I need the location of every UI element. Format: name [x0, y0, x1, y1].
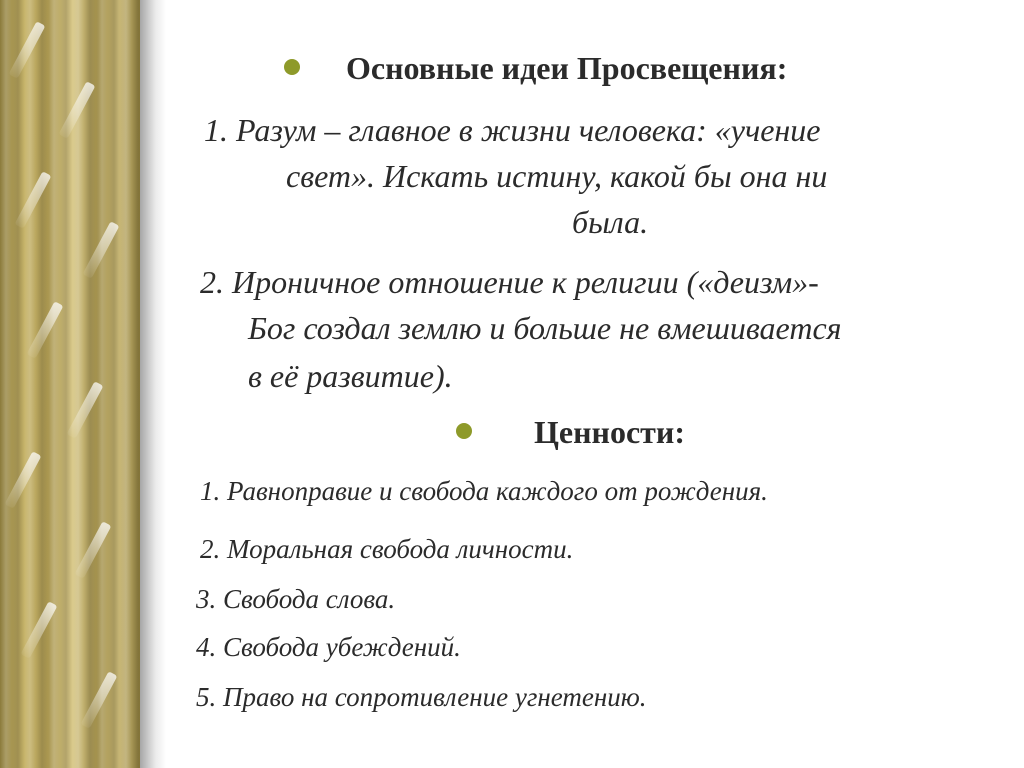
idea-1-line-1: 1. Разум – главное в жизни человека: «учение [204, 112, 821, 148]
idea-1-line-3: была. [572, 204, 649, 240]
border-highlight [59, 81, 96, 139]
value-item: 4. Свобода убеждений. [196, 632, 461, 662]
slide-heading-ideas: Основные идеи Просвещения: [346, 50, 788, 86]
border-highlight [15, 171, 52, 229]
slide-heading-values: Ценности: [534, 414, 685, 450]
border-highlight [81, 671, 118, 729]
border-highlight [9, 21, 46, 79]
border-highlight [67, 381, 104, 439]
value-item: 2. Моральная свобода личности. [200, 534, 574, 564]
value-item: 1. Равноправие и свобода каждого от рождения. [200, 476, 768, 506]
border-highlight [21, 601, 58, 659]
value-item: 5. Право на сопротивление угнетению. [196, 682, 647, 712]
idea-2-line-2: Бог создал землю и больше не вмешивается [248, 310, 842, 346]
bullet-dot [284, 59, 300, 75]
border-highlight [27, 301, 64, 359]
bullet-dot [456, 423, 472, 439]
slide-content [190, 46, 990, 746]
border-highlight [83, 221, 120, 279]
idea-1-line-2: свет». Искать истину, какой бы она ни [286, 158, 828, 194]
decorative-gold-border [0, 0, 140, 768]
idea-2-line-1: 2. Ироничное отношение к религии («деизм»- [200, 264, 819, 300]
border-shadow [140, 0, 166, 768]
value-item: 3. Свобода слова. [196, 584, 396, 614]
idea-2-line-3: в её развитие). [248, 358, 453, 394]
border-highlight [5, 451, 42, 509]
border-highlight [75, 521, 112, 579]
